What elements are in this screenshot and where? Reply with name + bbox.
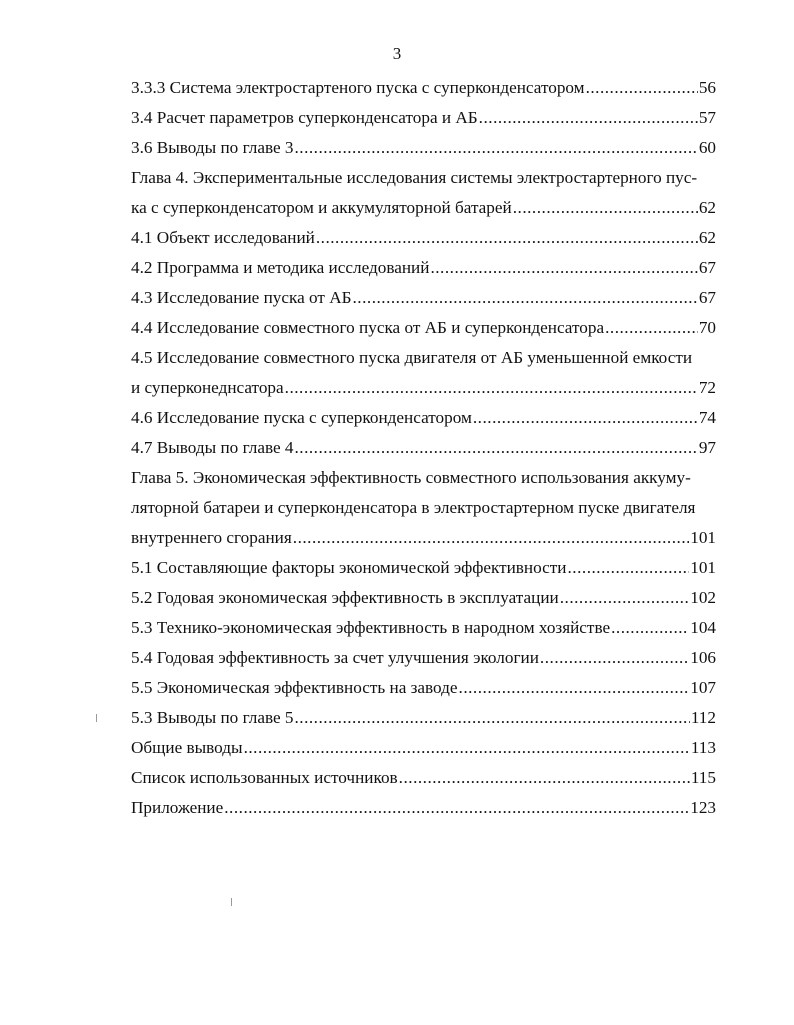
toc-entry-page: 112 (690, 708, 716, 727)
dot-leader (224, 793, 689, 823)
toc-entry-title: 4.7 Выводы по главе 4 (131, 438, 294, 457)
toc-entry-4-1[interactable] (131, 223, 716, 253)
toc-entry-page: 67 (698, 258, 716, 277)
toc-entry-title: 3.4 Расчет параметров суперконденсатора и АБ (131, 108, 478, 127)
toc-entry-4-6[interactable] (131, 403, 716, 433)
dot-leader (285, 373, 698, 403)
toc-entry-title: 5.3 Технико-экономическая эффективность в народном хозяйстве (131, 618, 611, 637)
toc-entry-5-5[interactable] (131, 673, 716, 703)
dot-leader (540, 643, 689, 673)
toc-entry-4-5[interactable] (131, 343, 716, 403)
toc-entry-page: 101 (690, 558, 716, 577)
toc-entry-page: 104 (690, 618, 716, 637)
toc-entry-page: 97 (698, 438, 716, 457)
toc-entry-title: 5.4 Годовая эффективность за счет улучшения экологии (131, 648, 539, 667)
toc-entry-title: Список использованных источников (131, 768, 398, 787)
toc-entry-page: 106 (690, 648, 716, 667)
page-number: 3 (392, 44, 402, 63)
dot-leader (611, 613, 689, 643)
toc-entry-title-line-1: Глава 4. Экспериментальные исследования системы электростартерного пус- (131, 168, 698, 187)
toc-entry-page: 62 (698, 228, 716, 247)
toc-entry-page: 123 (690, 798, 716, 817)
toc-entry-references[interactable] (131, 763, 716, 793)
dot-leader (399, 763, 690, 793)
toc-entry-title: 3.3.3 Система электростартеного пуска с суперконденсатором (131, 78, 585, 97)
dot-leader (473, 403, 698, 433)
toc-entry-4-4[interactable] (131, 313, 716, 343)
toc-entry-page: 70 (698, 318, 716, 337)
toc-entry-title: 5.3 Выводы по главе 5 (131, 708, 294, 727)
toc-entry-page: 113 (690, 738, 716, 757)
dot-leader (430, 253, 697, 283)
scan-speck (231, 898, 232, 906)
toc-entry-page: 107 (690, 678, 716, 697)
toc-entry-4-2[interactable] (131, 253, 716, 283)
toc-entry-title: 4.2 Программа и методика исследований (131, 258, 430, 277)
toc-entry-title: 5.2 Годовая экономическая эффективность в эксплуатации (131, 588, 559, 607)
toc-entry-title-line-1: 4.5 Исследование совместного пуска двигателя от АБ уменьшенной емкости (131, 348, 693, 367)
toc-entry-title: 4.4 Исследование совместного пуска от АБ и суперконденсатора (131, 318, 605, 337)
toc-entry-title-line-2: ляторной батареи и суперконденсатора в электростартерном пуске двигателя (131, 498, 696, 517)
toc-entry-4-3[interactable] (131, 283, 716, 313)
toc-entry-title: 4.3 Исследование пуска от АБ (131, 288, 352, 307)
dot-leader (605, 313, 698, 343)
toc-entry-title: 5.1 Составляющие факторы экономической эффективности (131, 558, 567, 577)
toc-entry-page: 72 (698, 378, 716, 397)
dot-leader (293, 523, 689, 553)
toc-entry-title-line-3: внутреннего сгорания (131, 528, 292, 547)
toc-entry-title-line-2: ка с суперконденсатором и аккумуляторной батарей (131, 198, 512, 217)
table-of-contents (131, 73, 716, 823)
toc-entry-page: 102 (690, 588, 716, 607)
toc-entry-page: 57 (698, 108, 716, 127)
toc-entry-page: 56 (698, 78, 716, 97)
toc-entry-page: 74 (698, 408, 716, 427)
dot-leader (316, 223, 698, 253)
toc-entry-5-3[interactable] (131, 613, 716, 643)
toc-entry-5-1[interactable] (131, 553, 716, 583)
toc-entry-3-6[interactable] (131, 133, 716, 163)
toc-entry-page: 101 (690, 528, 716, 547)
toc-entry-5-2[interactable] (131, 583, 716, 613)
toc-entry-title: 4.1 Объект исследований (131, 228, 315, 247)
toc-entry-general-conclusions[interactable] (131, 733, 716, 763)
toc-entry-title: 5.5 Экономическая эффективность на заводе (131, 678, 458, 697)
toc-entry-title: 3.6 Выводы по главе 3 (131, 138, 294, 157)
dot-leader (244, 733, 690, 763)
dot-leader (586, 73, 698, 103)
toc-entry-page: 62 (698, 198, 716, 217)
toc-entry-page: 67 (698, 288, 716, 307)
dot-leader (294, 703, 689, 733)
dot-leader (459, 673, 690, 703)
toc-entry-title: Приложение (131, 798, 224, 817)
dot-leader (513, 193, 698, 223)
toc-entry-chapter-4[interactable] (131, 163, 716, 223)
toc-entry-title-line-2: и суперконеднсатора (131, 378, 284, 397)
dot-leader (560, 583, 689, 613)
toc-entry-page: 115 (690, 768, 716, 787)
toc-entry-3-4[interactable] (131, 103, 716, 133)
toc-entry-appendix[interactable] (131, 793, 716, 823)
toc-entry-title-line-1: Глава 5. Экономическая эффективность совместного использования аккуму- (131, 468, 691, 487)
toc-entry-title: Общие выводы (131, 738, 243, 757)
toc-entry-5-3-conclusions[interactable] (131, 703, 716, 733)
toc-entry-page: 60 (698, 138, 716, 157)
scan-speck (96, 714, 97, 722)
dot-leader (568, 553, 690, 583)
dot-leader (479, 103, 698, 133)
toc-entry-title: 4.6 Исследование пуска с суперконденсатором (131, 408, 472, 427)
toc-entry-3-3-3[interactable] (131, 73, 716, 103)
dot-leader (294, 133, 697, 163)
dot-leader (294, 433, 697, 463)
dot-leader (353, 283, 698, 313)
toc-entry-4-7[interactable] (131, 433, 716, 463)
toc-entry-chapter-5[interactable] (131, 463, 716, 553)
toc-entry-5-4[interactable] (131, 643, 716, 673)
